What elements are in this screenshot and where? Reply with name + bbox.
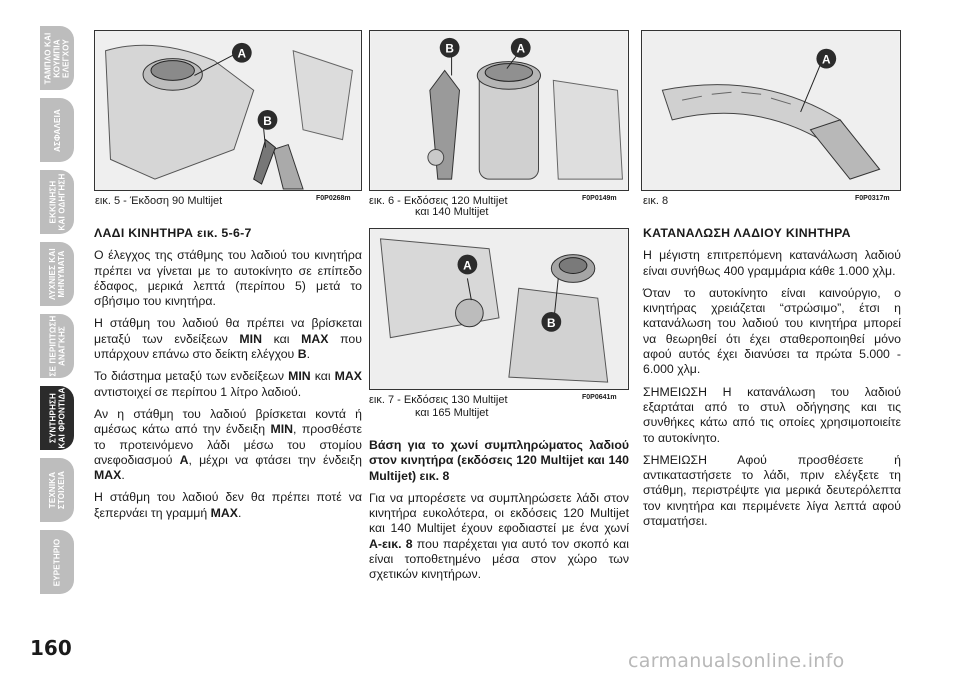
fig6-caption-line1: εικ. 6 - Εκδόσεις 120 Multijet xyxy=(369,195,508,207)
figure-6-engine-oil xyxy=(369,30,629,191)
fig8-label-a: A xyxy=(822,52,831,67)
watermark: carmanualsonline.info xyxy=(628,650,845,672)
tab-starting-driving[interactable]: ΕΚΚΙΝΗΣΗ ΚΑΙ ΟΔΗΓΗΣΗ xyxy=(40,170,74,234)
fig5-label-a: A xyxy=(237,46,247,61)
section-heading-oil-consumption: ΚΑΤΑΝΑΛΩΣΗ ΛΑΔΙΟΥ ΚΙΝΗΤΗΡΑ xyxy=(643,226,851,240)
engine-illustration xyxy=(95,31,361,190)
fig5-label-b: B xyxy=(263,113,272,128)
section-heading-engine-oil: ΛΑΔΙ ΚΙΝΗΤΗΡΑ εικ. 5-6-7 xyxy=(94,226,252,240)
paragraph: Για να μπορέσετε να συμπληρώσετε λάδι στον κινητήρα ευκολότερα, οι εκδόσεις 120 Multijet και 140 Multijet έχουν εφοδιαστεί με ένα χωνί A-εικ. 8 που παρέχεται για αυτό τον σκοπό και είναι τοποθετημένο μέσα στον χώρο των σχετικών κινητήρων. xyxy=(369,490,629,582)
paragraph: Η στάθμη του λαδιού δεν θα πρέπει ποτέ να ξεπερνάει τη γραμμή MAX. xyxy=(94,490,362,520)
fig6-label-b: B xyxy=(445,41,454,56)
section-heading-funnel: Βάση για το χωνί συμπληρώματος λαδιού στον κινητήρα (εκδόσεις 120 Multijet και 140 Multijet) εικ. 8 xyxy=(369,438,629,483)
fig6-label-a: A xyxy=(516,41,526,56)
page-number: 160 xyxy=(30,636,72,660)
fig5-caption: εικ. 5 - Έκδοση 90 Multijet xyxy=(95,195,223,207)
engine-illustration xyxy=(370,229,628,389)
figure-7-engine-oil xyxy=(369,228,629,390)
fig8-code: F0P0317m xyxy=(855,195,890,202)
paragraph: ΣΗΜΕΙΩΣΗ Η κατανάλωση του λαδιού εξαρτάται από το στυλ οδήγησης και τις συνθήκες κάτω από τις οποίες χρησιμοποιείτε το αυτοκίνητο. xyxy=(643,384,901,445)
fig7-label-a: A xyxy=(463,258,472,273)
funnel-illustration xyxy=(642,31,900,190)
column-oil-consumption xyxy=(643,226,901,536)
figure-5-engine-oil xyxy=(94,30,362,191)
tab-technical-data[interactable]: ΤΕΧΝΙΚΑ ΣΤΟΙΧΕΙΑ xyxy=(40,458,74,522)
tab-index[interactable]: ΕΥΡΕΤΗΡΙΟ xyxy=(40,530,74,594)
fig8-caption: εικ. 8 xyxy=(643,195,669,207)
tab-dashboard-controls[interactable]: ΤΑΜΠΛΟ ΚΑΙ ΚΟΥΜΠΙΑ ΕΛΕΓΧΟΥ xyxy=(40,26,74,90)
fig7-label-b: B xyxy=(547,315,556,330)
fig6-code: F0P0149m xyxy=(582,195,617,202)
paragraph: Η στάθμη του λαδιού θα πρέπει να βρίσκεται μεταξύ των ενδείξεων MIN και MAX που υπάρχουν επάνω στο δείκτη ελέγχου B. xyxy=(94,316,362,362)
paragraph: Το διάστημα μεταξύ των ενδείξεων MIN και MAX αντιστοιχεί σε περίπου 1 λίτρο λαδιού. xyxy=(94,369,362,399)
paragraph: Ο έλεγχος της στάθμης του λαδιού του κινητήρα πρέπει να γίνεται με το αυτοκίνητο σε επίπεδο έδαφος, μερικά λεπτά (περίπου 5) μετά το σβήσιμο του κινητήρα. xyxy=(94,248,362,309)
tab-safety[interactable]: ΑΣΦΑΛΕΙΑ xyxy=(40,98,74,162)
column-engine-oil xyxy=(94,226,362,528)
engine-illustration xyxy=(370,31,628,190)
column-oil-funnel xyxy=(369,438,629,590)
figure-8-oil-funnel xyxy=(641,30,901,191)
fig6-caption-line2: και 140 Multijet xyxy=(415,206,489,218)
paragraph: ΣΗΜΕΙΩΣΗ Αφού προσθέσετε ή αντικαταστήσετε το λάδι, πριν ελέγξετε τη στάθμη, περιστρέψτε για μερικά δευτερόλεπτα τον κινητήρα και περιμένετε λίγα λεπτά αφού σταματήσει. xyxy=(643,452,901,529)
paragraph: Η μέγιστη επιτρεπόμενη κατανάλωση λαδιού είναι συνήθως 400 γραμμάρια κάθε 1.000 χλμ. xyxy=(643,248,901,278)
fig7-code: F0P0641m xyxy=(582,394,617,401)
fig7-caption-line2: και 165 Multijet xyxy=(415,407,489,419)
fig5-code: F0P0268m xyxy=(316,195,351,202)
paragraph: Όταν το αυτοκίνητο είναι καινούργιο, ο κινητήρας χρειάζεται “στρώσιμο”, έτσι η κατανάλωση του λαδιού του κινητήρα μπορεί να θεωρηθεί ότι έχει σταθεροποιηθεί μόνο αφού αυτός έχει διανύσει τα πρώτα 5.000 - 6.000 χλμ. xyxy=(643,285,901,377)
paragraph: Αν η στάθμη του λαδιού βρίσκεται κοντά ή αμέσως κάτω από την ένδειξη MIN, προσθέστε το προτεινόμενο λάδι μέσω του στομίου ανεφοδιασμού A, μέχρι να φτάσει την ένδειξη MAX. xyxy=(94,406,362,483)
tab-maintenance[interactable]: ΣΥΝΤΗΡΗΣΗ ΚΑΙ ΦΡΟΝΤΙΔΑ xyxy=(40,386,74,450)
fig7-caption-line1: εικ. 7 - Εκδόσεις 130 Multijet xyxy=(369,394,508,406)
tab-warning-lights[interactable]: ΛΥΧΝΙΕΣ ΚΑΙ ΜΗΝΥΜΑΤΑ xyxy=(40,242,74,306)
tab-emergency[interactable]: ΣΕ ΠΕΡΙΠΤΩΣΗ ΑΝΑΓΚΗΣ xyxy=(40,314,74,378)
